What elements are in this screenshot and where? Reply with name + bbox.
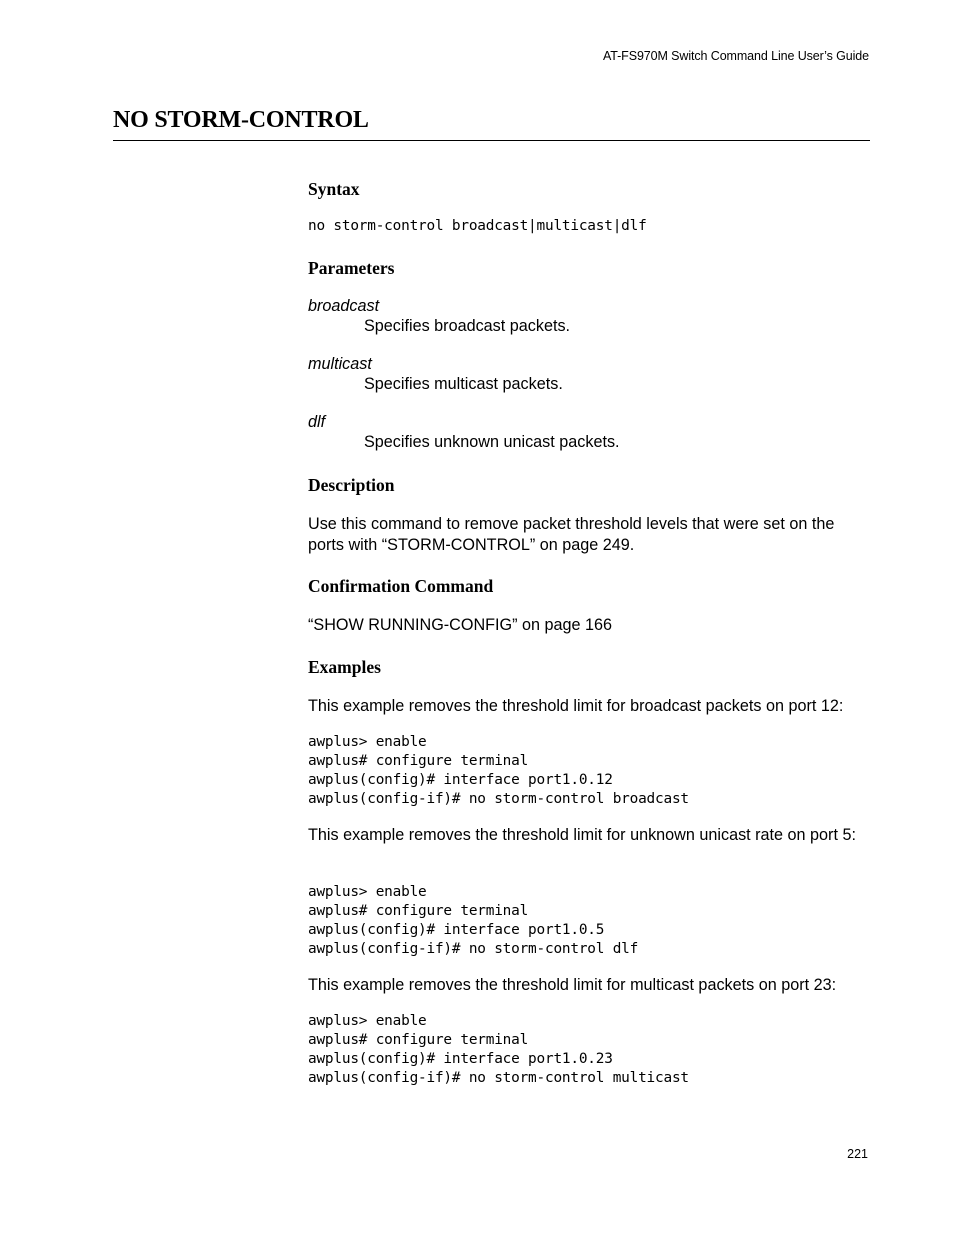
title-divider xyxy=(113,140,870,141)
example-intro-1: This example removes the threshold limit for broadcast packets on port 12: xyxy=(308,697,844,715)
param-term-broadcast: broadcast xyxy=(308,297,380,315)
syntax-command: no storm-control broadcast|multicast|dlf xyxy=(308,218,647,234)
page-title: NO STORM-CONTROL xyxy=(113,107,369,133)
description-text: Use this command to remove packet threshold levels that were set on the ports with “STORM-CONTROL” on page 249. xyxy=(308,515,835,554)
page-number: 221 xyxy=(847,1147,868,1161)
param-term-multicast: multicast xyxy=(308,355,372,373)
confirmation-heading: Confirmation Command xyxy=(308,576,494,596)
description-heading: Description xyxy=(308,475,395,495)
param-def-dlf: Specifies unknown unicast packets. xyxy=(364,433,620,451)
example-code-3: awplus> enable awplus# configure terminal awplus(config)# interface port1.0.23 awplus(config-if)# no storm-control multicast xyxy=(308,1013,689,1086)
param-term-dlf: dlf xyxy=(308,413,326,431)
syntax-heading: Syntax xyxy=(308,179,360,199)
example-code-1: awplus> enable awplus# configure terminal awplus(config)# interface port1.0.12 awplus(config-if)# no storm-control broadcast xyxy=(308,734,689,807)
param-def-multicast: Specifies multicast packets. xyxy=(364,375,563,393)
example-intro-2: This example removes the threshold limit for unknown unicast rate on port 5: xyxy=(308,826,856,844)
example-code-2: awplus> enable awplus# configure terminal awplus(config)# interface port1.0.5 awplus(config-if)# no storm-control dlf xyxy=(308,884,639,957)
parameters-heading: Parameters xyxy=(308,258,395,278)
running-header: AT-FS970M Switch Command Line User’s Guide xyxy=(602,49,869,63)
example-intro-3: This example removes the threshold limit for multicast packets on port 23: xyxy=(308,976,837,994)
confirmation-text: “SHOW RUNNING-CONFIG” on page 166 xyxy=(308,616,613,634)
examples-heading: Examples xyxy=(308,657,381,677)
param-def-broadcast: Specifies broadcast packets. xyxy=(364,317,571,335)
